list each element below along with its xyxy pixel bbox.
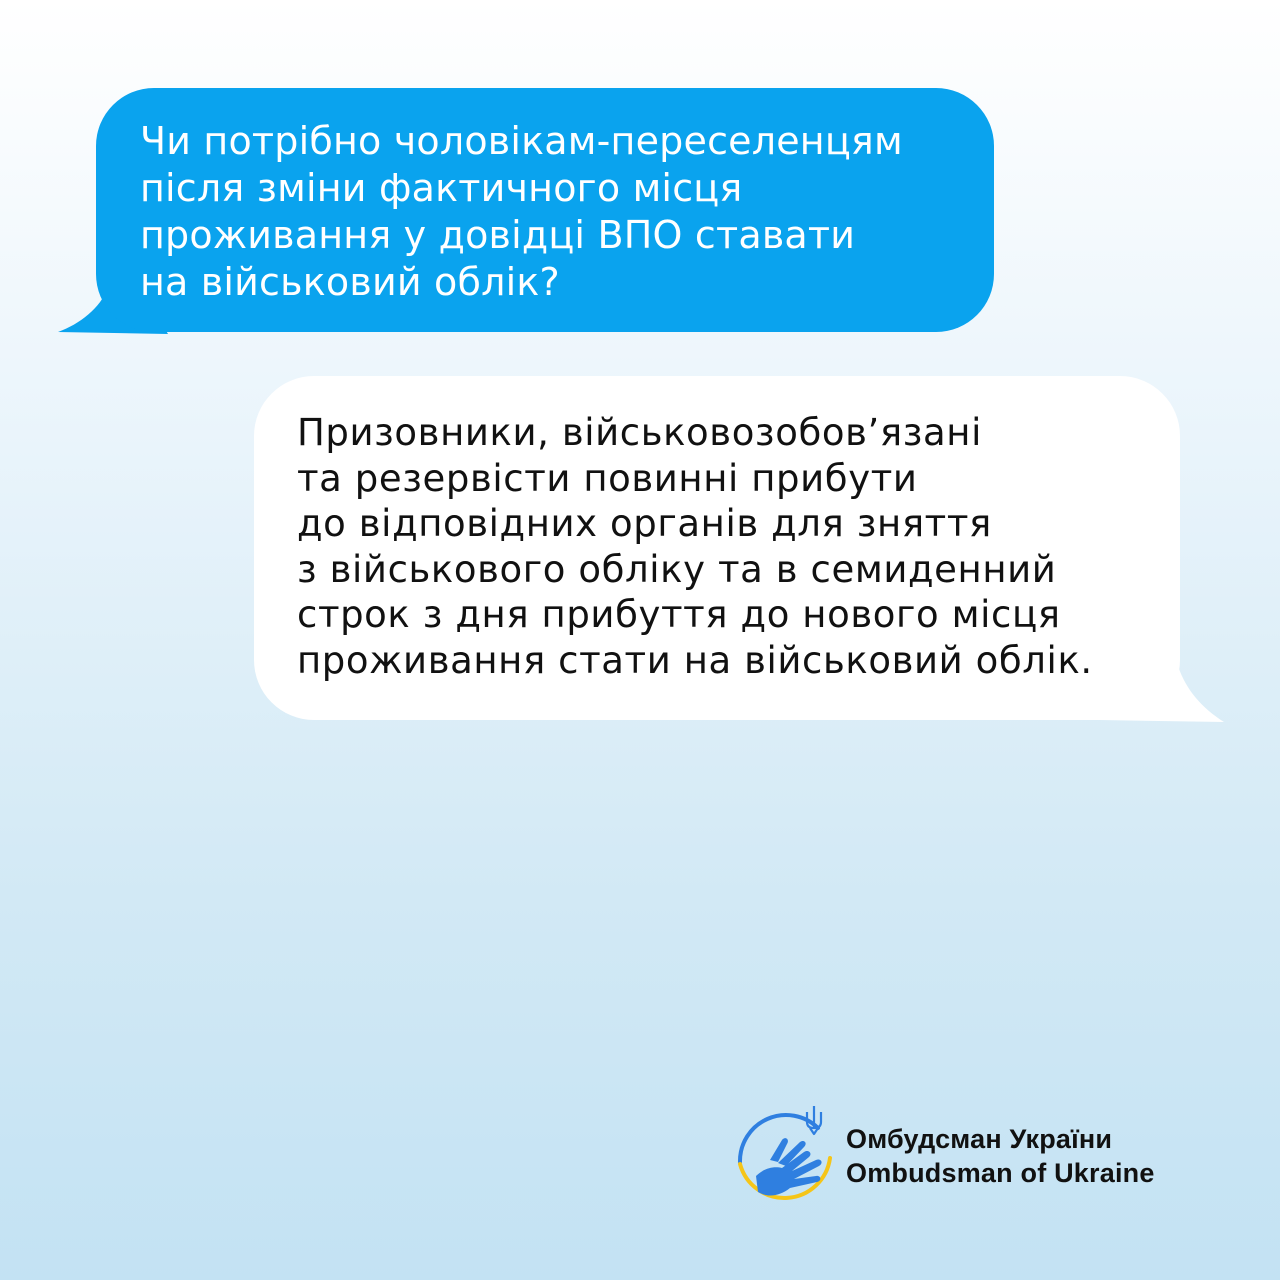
brand-name-en: Ombudsman of Ukraine	[846, 1158, 1155, 1188]
hand-emblem-icon	[730, 1102, 840, 1212]
answer-text: Призовники, військовозобов’язані та резервісти повинні прибути до відповідних органів для зняття з військового обліку та в семиденний строк з дня прибуття до нового місця проживання стати на військовий облік.	[297, 411, 1093, 682]
brand-name	[846, 1122, 1155, 1190]
brand-name-ua: Омбудсман України	[846, 1124, 1113, 1154]
question-text: Чи потрібно чоловікам-переселенцям після зміни фактичного місця проживання у довідці ВПО ставати на військовий облік?	[140, 119, 903, 304]
